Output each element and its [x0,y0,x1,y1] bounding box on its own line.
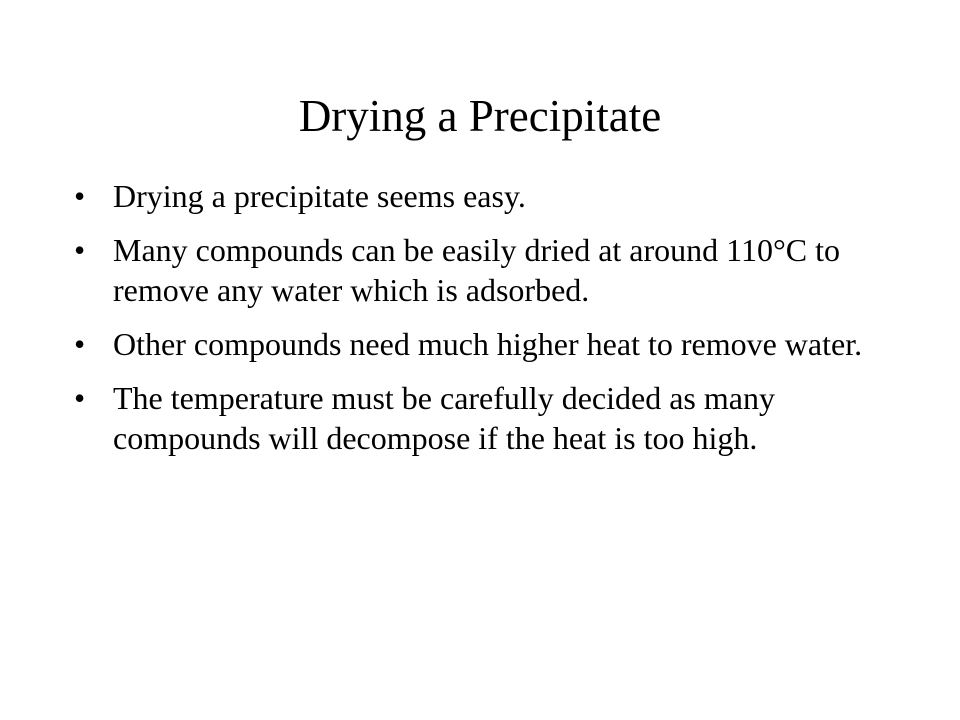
bullet-item-4 [74,378,894,458]
bullet-item-3 [74,324,894,364]
slide-title: Drying a Precipitate [298,91,662,141]
bullet-icon: • [74,232,86,268]
bullet-text: The temperature must be carefully decided as many compounds will decompose if the heat is too high. [113,380,775,456]
bullet-text: Drying a precipitate seems easy. [113,178,526,214]
bullet-item-2 [74,230,894,310]
bullet-text: Other compounds need much higher heat to remove water. [113,326,863,362]
bullet-list [74,176,894,472]
bullet-icon: • [74,326,86,362]
bullet-icon: • [74,178,86,214]
bullet-icon: • [74,380,86,416]
bullet-item-1 [74,176,894,216]
bullet-text: Many compounds can be easily dried at around 110°C to remove any water which is adsorbed. [113,232,840,308]
